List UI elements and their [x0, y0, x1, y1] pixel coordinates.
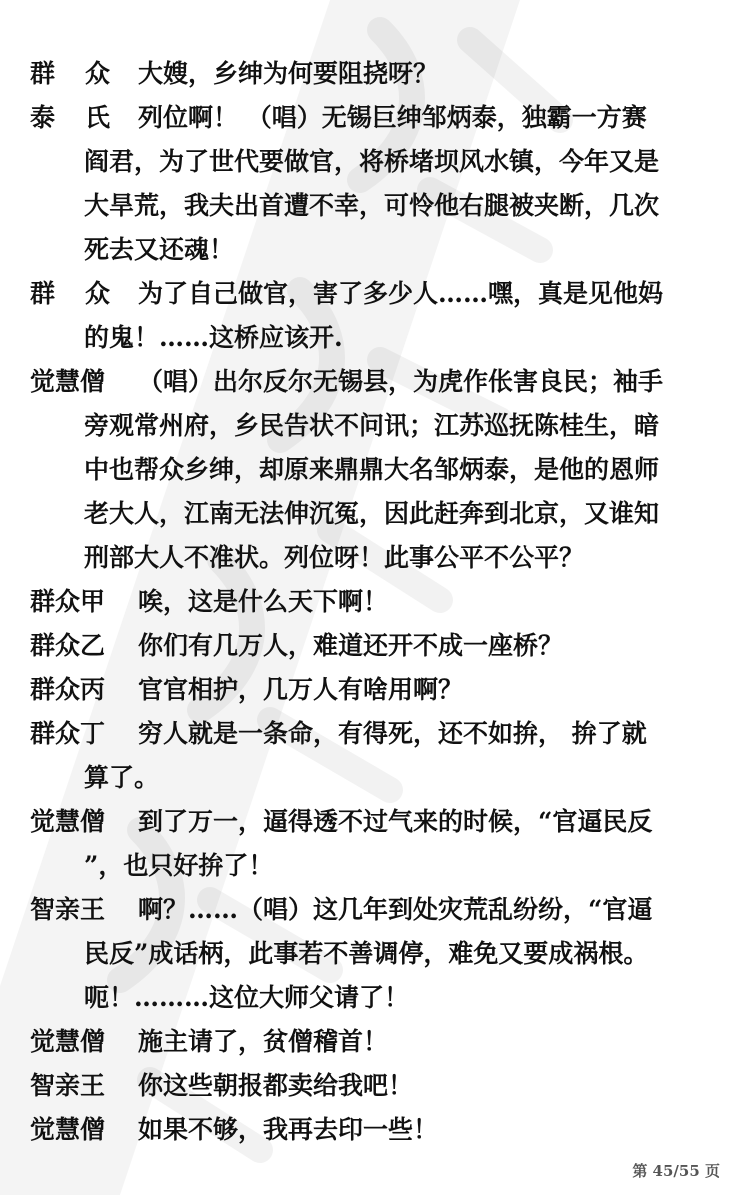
dialogue-text: 官官相护，几万人有啥用啊？ [138, 675, 464, 704]
script-line [0, 668, 750, 712]
dialogue-continuation: 死去又还魂！ [84, 235, 235, 264]
speaker-name: 群众丙 [30, 675, 106, 704]
dialogue-text: 唉，这是什么天下啊！ [138, 587, 389, 616]
speaker-name: 觉慧僧 [30, 807, 106, 836]
speaker-name: 觉慧僧 [30, 1115, 106, 1144]
script-line [0, 580, 750, 624]
dialogue-text: 大嫂，乡绅为何要阻挠呀？ [138, 59, 439, 88]
dialogue-text: 到了万一，逼得透不过气来的时候，“官逼民反 [138, 807, 653, 836]
dialogue-text: 你这些朝报都卖给我吧！ [138, 1071, 414, 1100]
script-line [0, 492, 750, 536]
script-line [0, 800, 750, 844]
dialogue-continuation: 算了。 [84, 763, 160, 792]
speaker-name: 觉慧僧 [30, 1027, 106, 1056]
dialogue-continuation: 阎君，为了世代要做官，将桥堵坝风水镇，今年又是 [84, 147, 660, 176]
speaker-name: 智亲王 [30, 1071, 106, 1100]
script-line [0, 844, 750, 888]
script-line [0, 1108, 750, 1152]
dialogue-text: 你们有几万人，难道还开不成一座桥？ [138, 631, 564, 660]
dialogue-continuation: 旁观常州府，乡民告状不问讯；江苏巡抚陈桂生，暗 [84, 411, 660, 440]
script-line [0, 976, 750, 1020]
dialogue-text: 啊？……（唱）这几年到处灾荒乱纷纷，“官逼 [138, 895, 653, 924]
dialogue-continuation: 的鬼！……这桥应该开. [84, 323, 343, 352]
script-line [0, 1064, 750, 1108]
script-line [0, 624, 750, 668]
speaker-name: 群众甲 [30, 587, 106, 616]
script-line [0, 404, 750, 448]
dialogue-text: 为了自己做官，害了多少人……嘿，真是见他妈 [138, 279, 664, 308]
script-line [0, 96, 750, 140]
script-line [0, 448, 750, 492]
dialogue-continuation: 中也帮众乡绅，却原来鼎鼎大名邹炳泰，是他的恩师 [84, 455, 660, 484]
speaker-name: 觉慧僧 [30, 367, 106, 396]
script-line [0, 1020, 750, 1064]
speaker-name: 智亲王 [30, 895, 106, 924]
dialogue-text: 穷人就是一条命，有得死，还不如拚， 拚了就 [138, 719, 647, 748]
dialogue-continuation: 老大人，江南无法伸沉冤，因此赶奔到北京，又谁知 [84, 499, 660, 528]
script-line [0, 360, 750, 404]
dialogue-continuation: 呃！………这位大师父请了！ [84, 983, 410, 1012]
dialogue-continuation: 大旱荒，我夫出首遭不幸，可怜他右腿被夹断，几次 [84, 191, 660, 220]
dialogue-text: （唱）出尔反尔无锡县，为虎作伥害良民；袖手 [138, 367, 664, 396]
page-number: 第 45/55 页 [632, 1162, 720, 1180]
script-line [0, 756, 750, 800]
dialogue-text: 列位啊！ （唱）无锡巨绅邹炳泰，独霸一方赛 [138, 103, 647, 132]
script-line [0, 932, 750, 976]
speaker-name: 群众 [30, 59, 141, 88]
dialogue-text: 如果不够，我再去印一些！ [138, 1115, 439, 1144]
dialogue-continuation: ”，也只好拚了！ [84, 851, 274, 880]
script-line [0, 184, 750, 228]
script-body [0, 52, 750, 1152]
script-line [0, 52, 750, 96]
script-line [0, 712, 750, 756]
dialogue-continuation: 民反”成话柄，此事若不善调停，难免又要成祸根。 [84, 939, 649, 968]
script-line [0, 140, 750, 184]
dialogue-continuation: 刑部大人不准状。列位呀！此事公平不公平？ [84, 543, 585, 572]
speaker-name: 泰氏 [30, 103, 141, 132]
script-line [0, 888, 750, 932]
script-line [0, 272, 750, 316]
speaker-name: 群众乙 [30, 631, 106, 660]
script-line [0, 536, 750, 580]
script-line [0, 228, 750, 272]
dialogue-text: 施主请了，贫僧稽首！ [138, 1027, 389, 1056]
speaker-name: 群众丁 [30, 719, 106, 748]
script-line [0, 316, 750, 360]
speaker-name: 群众 [30, 279, 141, 308]
